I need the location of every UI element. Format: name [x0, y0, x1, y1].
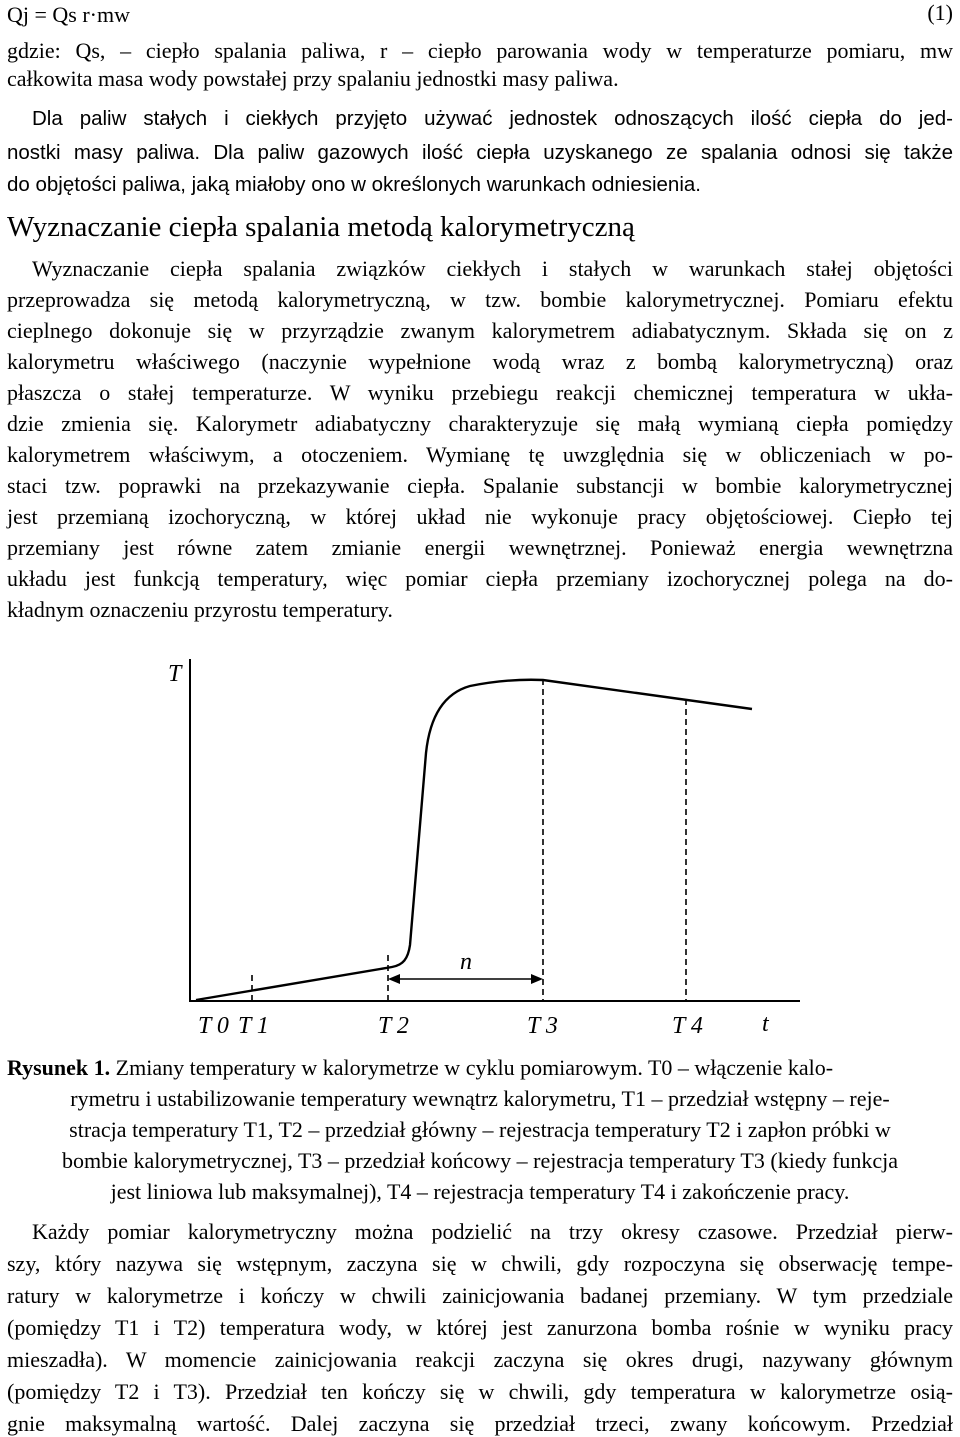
section-line: kalorymetrem właściwym, a otoczeniem. Wymianę tę uwzględnia się w obliczeniach w po-: [7, 442, 953, 467]
equation-number: (1): [927, 0, 953, 25]
caption-text: Zmiany temperatury w kalorymetrze w cyklu pomiarowym. T0 – włączenie kalo-: [115, 1055, 834, 1080]
temperature-curve-figure: [0, 655, 960, 1055]
section-line: kalorymetru właściwego (naczynie wypełnione wodą wraz z bombą kalorymetryczną) oraz: [7, 349, 953, 374]
section-line: Wyznaczanie ciepła spalania związków ciekłych i stałych w warunkach stałej objętości: [32, 256, 953, 281]
intro-line: całkowita masa wody powstałej przy spalaniu jednostki masy paliwa.: [7, 66, 619, 91]
tick-label-T3: T 3: [527, 1013, 558, 1039]
caption-label: Rysunek 1.: [7, 1055, 111, 1080]
intro-line: Dla paliw stałych i ciekłych przyjęto używać jednostek odnoszących ilość ciepła do jed-: [32, 107, 953, 130]
closing-line: (pomiędzy T1 i T2) temperatura wody, w której jest zanurzona bomba rośnie w wyniku pracy: [7, 1315, 953, 1340]
section-line: cieplnego dokonuje się w przyrządzie zwanym kalorymetrem adiabatycznym. Składa się on z: [7, 318, 953, 343]
tick-label-T1: T 1: [238, 1013, 269, 1039]
section-line: układu jest funkcją temperatury, więc pomiar ciepła przemiany izochorycznej polega na do-: [7, 566, 953, 591]
x-axis-label: t: [762, 1011, 769, 1037]
section-line: kładnym oznaczeniu przyrostu temperatury.: [7, 597, 393, 622]
closing-line: Każdy pomiar kalorymetryczny można podzielić na trzy okresy czasowe. Przedział pierw-: [32, 1219, 953, 1244]
caption-line: jest liniowa lub maksymalnej), T4 – rejestracja temperatury T4 i zakończenie pracy.: [110, 1179, 850, 1204]
section-line: dzie zmienia się. Kalorymetr adiabatyczny charakteryzuje się małą wymianą ciepła pomiędzy: [7, 411, 953, 436]
caption-line: bombie kalorymetrycznej, T3 – przedział końcowy – rejestracja temperatury T3 (kiedy funkcja: [61, 1148, 899, 1173]
section-line: staci tzw. poprawki na przekazywanie ciepła. Spalanie substancji w bombie kalorymetrycznej: [7, 473, 953, 498]
closing-line: mieszadła). W momencie zainicjowania reakcji zaczyna się okres drugi, nazywany głównym: [7, 1347, 953, 1372]
section-line: przemiany jest równe zatem zmianie energii wewnętrznej. Ponieważ energia wewnętrzna: [7, 535, 953, 560]
temperature-curve: [196, 680, 752, 1000]
arrow-left-icon: [388, 974, 400, 984]
equation: Qj = Qs r·mw: [7, 2, 131, 27]
caption-line: rymetru i ustabilizowanie temperatury wewnątrz kalorymetru, T1 – przedział wstępny – reje-: [70, 1086, 890, 1111]
intro-line: nostki masy paliwa. Dla paliw gazowych ilość ciepła uzyskanego ze spalania odnosi się także: [7, 141, 953, 164]
n-label: n: [460, 949, 472, 975]
intro-line: do objętości paliwa, jaką miałoby ono w określonych warunkach odniesienia.: [7, 173, 701, 196]
arrow-right-icon: [531, 974, 543, 984]
caption-line: [7, 1055, 953, 1081]
intro-line: gdzie: Qs, – ciepło spalania paliwa, r – ciepło parowania wody w temperaturze pomiaru, mw: [7, 38, 953, 63]
caption-line: stracja temperatury T1, T2 – przedział główny – rejestracja temperatury T2 i zapłon próbki w: [69, 1117, 891, 1142]
closing-line: gnie maksymalną wartość. Dalej zaczyna się przedział trzeci, zwany końcowym. Przedział: [7, 1411, 953, 1436]
section-line: płaszcza o stałej temperaturze. W wyniku przebiegu reakcji chemicznej temperatura w ukła-: [7, 380, 953, 405]
closing-line: szy, który nazywa się wstępnym, zaczyna się w chwili, gdy rozpoczyna się obserwację tempe-: [7, 1251, 953, 1276]
tick-label-T2: T 2: [378, 1013, 409, 1039]
section-line: jest przemianą izochoryczną, w której układ nie wykonuje pracy objętościowej. Ciepło tej: [7, 504, 953, 529]
closing-line: (pomiędzy T2 i T3). Przedział ten kończy się w chwili, gdy temperatura w kalorymetrze osią-: [7, 1379, 953, 1404]
tick-label-T0: T 0: [198, 1013, 229, 1039]
y-axis-label: T: [168, 661, 182, 687]
tick-label-T4: T 4: [672, 1013, 703, 1039]
section-title: Wyznaczanie ciepła spalania metodą kalorymetryczną: [7, 211, 635, 243]
closing-line: ratury w kalorymetrze i kończy w chwili zainicjowania badanej przemiany. W tym przedziale: [7, 1283, 953, 1308]
section-line: przeprowadza się metodą kalorymetryczną, w tzw. bombie kalorymetrycznej. Pomiaru efektu: [7, 287, 953, 312]
